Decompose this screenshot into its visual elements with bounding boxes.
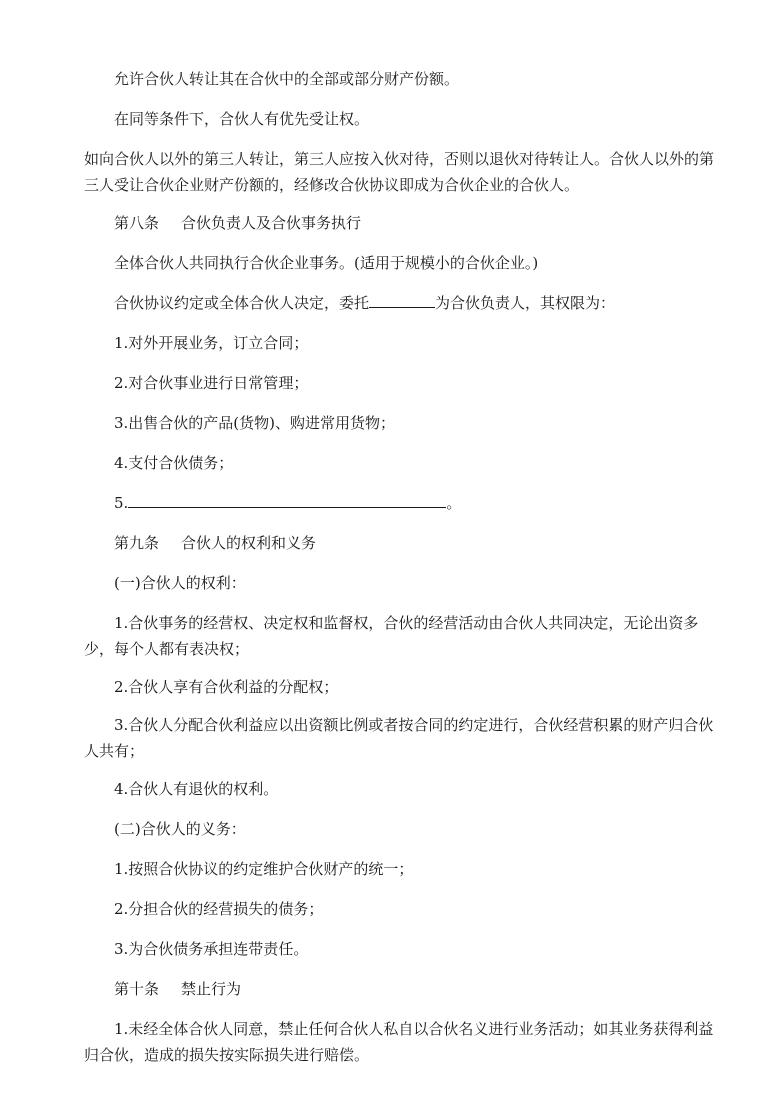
- article-number: 第九条: [114, 534, 160, 552]
- list-item: 1.未经全体合伙人同意，禁止任何合伙人私自以合伙名义进行业务活动；如其业务获得利益归合伙，造成的损失按实际损失进行赔偿。: [84, 1020, 714, 1064]
- article-title: 合伙负责人及合伙事务执行: [181, 214, 362, 232]
- article-number: 第八条: [114, 214, 160, 232]
- list-item: 1.合伙事务的经营权、决定权和监督权，合伙的经营活动由合伙人共同决定，无论出资多少，每个人都有表决权；: [84, 614, 699, 658]
- list-item-end: 。: [446, 494, 462, 512]
- paragraph: 在同等条件下，合伙人有优先受让权。: [114, 110, 370, 128]
- list-item: [84, 490, 724, 516]
- list-item-number: 5.: [114, 494, 129, 512]
- section-heading: (二)合伙人的义务：: [114, 820, 246, 838]
- article-title: 禁止行为: [181, 980, 242, 998]
- article-heading-8: [84, 210, 724, 236]
- paragraph: 全体合伙人共同执行合伙企业事务。(适用于规模小的合伙企业。): [114, 254, 539, 272]
- document-body: [84, 66, 724, 1068]
- list-item: 3.为合伙债务承担连带责任。: [114, 940, 309, 958]
- paragraph-text: 合伙协议约定或全体合伙人决定，委托: [114, 294, 370, 312]
- list-item: 2.对合伙事业进行日常管理；: [114, 374, 309, 392]
- paragraph-text: 为合伙负责人，其权限为：: [435, 294, 616, 312]
- article-number: 第十条: [114, 980, 160, 998]
- list-item: 2.分担合伙的经营损失的债务；: [114, 900, 324, 918]
- list-item: 3.出售合伙的产品(货物)、购进常用货物；: [114, 414, 396, 432]
- list-item: 3.合伙人分配合伙利益应以出资额比例或者按合同的约定进行，合伙经营积累的财产归合伙人共有；: [84, 716, 714, 760]
- paragraph: [84, 290, 724, 316]
- article-title: 合伙人的权利和义务: [181, 534, 317, 552]
- article-heading-9: [84, 530, 724, 556]
- paragraph: 如向合伙人以外的第三人转让，第三人应按入伙对待，否则以退伙对待转让人。合伙人以外的第三人受让合伙企业财产份额的，经修改合伙协议即成为合伙企业的合伙人。: [84, 150, 715, 194]
- list-item: 4.支付合伙债务；: [114, 454, 234, 472]
- list-item: 1.按照合伙协议的约定维护合伙财产的统一；: [114, 860, 414, 878]
- article-heading-10: [84, 976, 724, 1002]
- fill-in-blank[interactable]: [128, 493, 446, 508]
- list-item: 2.合伙人享有合伙利益的分配权；: [114, 678, 339, 696]
- list-item: 1.对外开展业务，订立合同；: [114, 334, 309, 352]
- list-item: 4.合伙人有退伙的权利。: [114, 780, 279, 798]
- paragraph: 允许合伙人转让其在合伙中的全部或部分财产份额。: [114, 70, 460, 88]
- section-heading: (一)合伙人的权利：: [114, 574, 246, 592]
- fill-in-blank[interactable]: [369, 293, 435, 308]
